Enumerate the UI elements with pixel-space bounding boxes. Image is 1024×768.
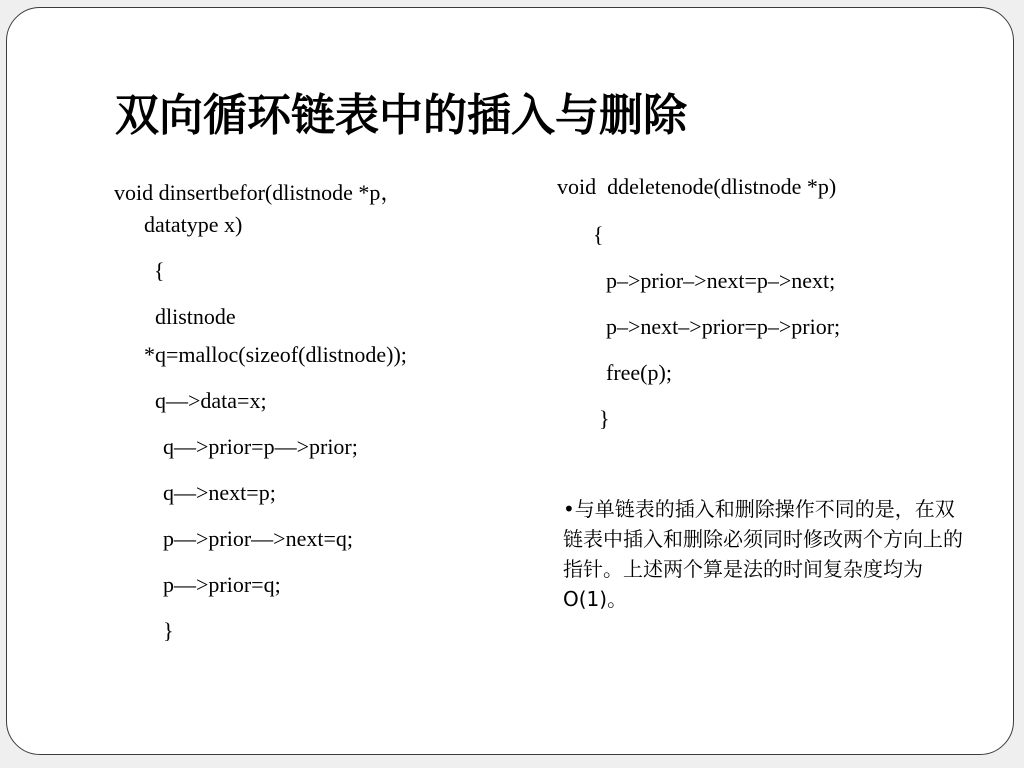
insert-code-line-6: q—>data=x; [155, 388, 267, 413]
delete-code-line-1: void ddeletenode(dlistnode *p) [557, 174, 837, 199]
insert-code-line-1: void dinsertbefor(dlistnode *p， [114, 180, 403, 205]
insert-code-line-5: *q=malloc(sizeof(dlistnode)); [144, 342, 407, 367]
slide-title: 双向循环链表中的插入与删除 [115, 90, 687, 141]
insert-code-line-9: p—>prior—>next=q; [163, 526, 353, 551]
slide [6, 7, 1014, 755]
insert-code-line-3: { [154, 258, 165, 283]
delete-code-line-5: free(p); [606, 360, 672, 385]
insert-code-line-11: } [163, 618, 174, 643]
delete-code-line-2: { [593, 222, 604, 247]
delete-code-line-6: } [599, 406, 610, 431]
delete-code-line-4: p–>next–>prior=p–>prior; [606, 314, 841, 339]
insert-code-line-8: q—>next=p; [163, 480, 276, 505]
delete-code-line-3: p–>prior–>next=p–>next; [606, 268, 836, 293]
insert-code-line-2: datatype x) [144, 212, 243, 237]
insert-code-line-4: dlistnode [155, 304, 236, 329]
complexity-note: •与单链表的插入和删除操作不同的是，在双链表中插入和删除必须同时修改两个方向上的指针。上述两个算是法的时间复杂度均为O(1)。 [563, 497, 963, 611]
insert-code-line-7: q—>prior=p—>prior; [163, 434, 358, 459]
insert-code-line-10: p—>prior=q; [163, 572, 281, 597]
